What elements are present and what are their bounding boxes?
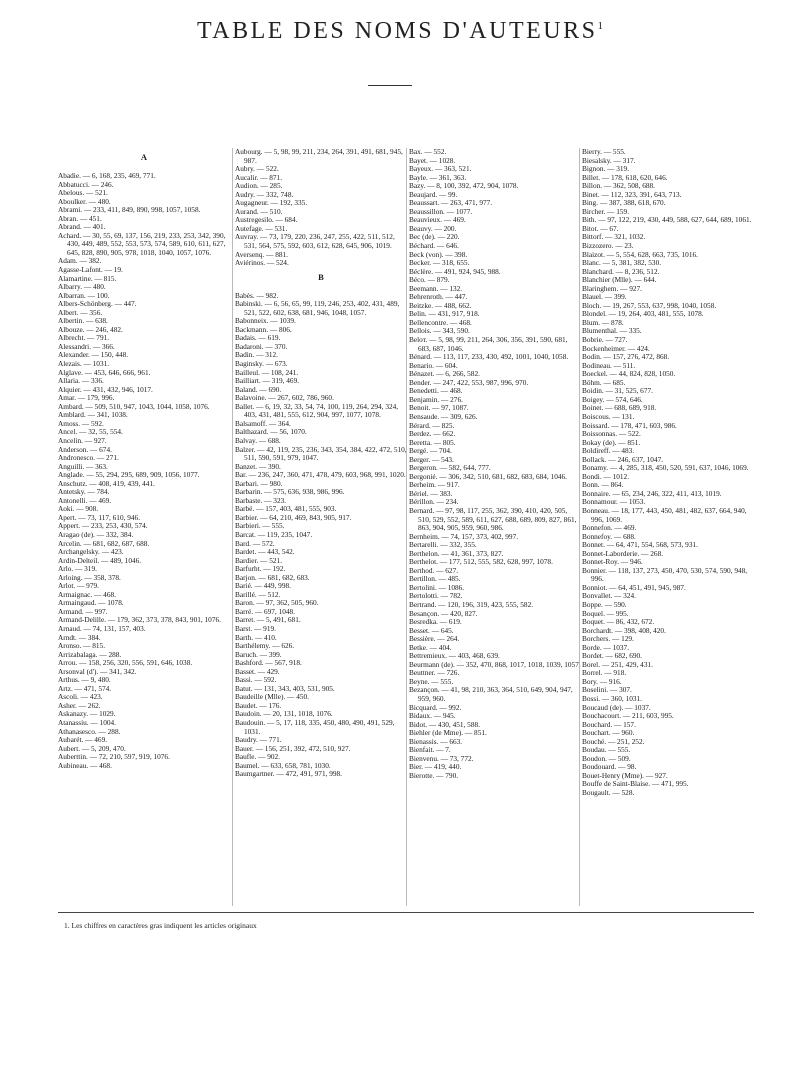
- author-entry: Aurand. — 510.: [235, 206, 283, 216]
- author-entry: Archangelsky. — 423.: [58, 547, 124, 557]
- author-entry: Billet. — 178, 618, 620, 646.: [582, 172, 668, 182]
- author-entry: Bergeron. — 582, 644, 777.: [409, 463, 491, 473]
- author-index: [58, 148, 754, 906]
- author-entry: Auvray. — 73, 179, 220, 236, 247, 255, 422, 511, 512, 531, 564, 575, 592, 603, 612, 628, 645, 906, 1019.: [235, 232, 395, 251]
- author-entry: Barthélemy. — 626.: [235, 641, 295, 651]
- author-entry: Alamartine. — 815.: [58, 273, 117, 283]
- author-entry: Bellencontre. — 468.: [409, 317, 472, 327]
- author-entry: Achard. — 30, 55, 69, 137, 156, 219, 233, 253, 342, 390, 430, 449, 489, 552, 553, 573, 574, 589, 610, 611, 627, 645, 828, 890, 905, 978, 1018, 1040, 1057, 1076.: [58, 230, 226, 257]
- author-entry: Bonneau. — 18, 177, 443, 450, 481, 482, 637, 664, 940, 996, 1069.: [582, 505, 747, 524]
- author-entry: Bax. — 552.: [409, 148, 447, 156]
- author-entry: Barillé. — 512.: [235, 589, 281, 599]
- author-entry: Artz. — 471, 574.: [58, 683, 112, 693]
- author-entry: Basset. — 429.: [235, 666, 280, 676]
- author-entry: Auberttin. — 72, 210, 597, 919, 1076.: [58, 752, 170, 762]
- author-entry: Berdez. — 662.: [409, 429, 456, 439]
- author-entry: Albarran. — 100.: [58, 290, 110, 300]
- author-entry: Aviérinos. — 524.: [235, 258, 289, 268]
- author-entry: Arnaud. — 74, 131, 157, 403.: [58, 623, 146, 633]
- author-entry: Barst. — 919.: [235, 623, 276, 633]
- footnote-marker: 1: [597, 20, 603, 32]
- index-column-2: [235, 148, 407, 906]
- author-entry: Baland. — 690.: [235, 384, 282, 394]
- author-entry: Balsamoff. — 364.: [235, 418, 291, 428]
- author-entry: Alquier. — 431, 432, 946, 1017.: [58, 384, 153, 394]
- author-entry: Bonnefon. — 469.: [582, 523, 637, 533]
- author-entry: Bonnet. — 64, 471, 554, 568, 573, 931.: [582, 540, 698, 550]
- author-entry: Ancelin. — 927.: [58, 435, 107, 445]
- author-entry: Böhm. — 685.: [582, 377, 626, 387]
- author-entry: Bellois. — 343, 590.: [409, 326, 470, 336]
- author-entry: Arsonval (d'). — 341, 342.: [58, 666, 137, 676]
- author-entry: Antonelli. — 469.: [58, 495, 112, 505]
- author-entry: Arcelin. — 681, 682, 687, 688.: [58, 538, 150, 548]
- author-entry: Beaujard. — 99.: [409, 189, 458, 199]
- author-entry: Beretta. — 805.: [409, 437, 456, 447]
- author-entry: Bashford. — 567, 918.: [235, 658, 302, 668]
- author-entry: Aubert. — 5, 209, 470.: [58, 743, 126, 753]
- author-entry: Bec (de). — 220.: [409, 232, 460, 242]
- author-entry: Bazy. — 8, 100, 392, 472, 904, 1078.: [409, 181, 519, 191]
- author-entry: Belin. — 431, 917, 918.: [409, 309, 480, 319]
- author-entry: Bénard. — 113, 117, 233, 430, 492, 1001, 1040, 1058.: [409, 352, 569, 362]
- author-entry: Boinet. — 688, 689, 918.: [582, 403, 657, 413]
- author-entry: Beauvy. — 200.: [409, 223, 457, 233]
- author-entry: Batut. — 131, 343, 403, 531, 905.: [235, 683, 335, 693]
- author-entry: Barret. — 5, 491, 681.: [235, 615, 301, 625]
- author-entry: Bar. — 236, 247, 360, 471, 478, 479, 603, 968, 991, 1020.: [235, 470, 406, 480]
- author-entry: Baron. — 97, 362, 505, 960.: [235, 598, 319, 608]
- author-entry: Bokay (de). — 851.: [582, 437, 641, 447]
- author-entry: Baudry. — 771.: [235, 735, 282, 745]
- author-entry: Barbier. — 64, 210, 469, 843, 905, 917.: [235, 512, 352, 522]
- author-entry: Bezançon. — 41, 98, 210, 363, 364, 510, 649, 904, 947, 959, 960.: [409, 685, 573, 703]
- author-entry: Abrand. — 401.: [58, 222, 106, 232]
- section-letter: A: [140, 152, 148, 162]
- author-entry: Albert. — 356.: [58, 307, 103, 317]
- author-entry: Babinski. — 6, 56, 65, 99, 119, 246, 253, 402, 431, 489, 521, 522, 602, 638, 681, 946, 1048, 1057.: [235, 299, 400, 317]
- author-entry: Benedetti. — 468.: [409, 386, 463, 396]
- author-entry: Blondel. — 19, 264, 403, 481, 555, 1078.: [582, 309, 704, 319]
- author-entry: Besset. — 645.: [409, 625, 454, 635]
- author-entry: Alexander. — 150, 448.: [58, 350, 129, 360]
- author-entry: Baudouin. — 5, 17, 118, 335, 450, 480, 490, 491, 529, 1031.: [235, 718, 395, 736]
- author-entry: Albarry. — 480.: [58, 282, 106, 292]
- author-entry: Arlot. — 979.: [58, 581, 99, 591]
- author-entry: Bénazet. — 6, 266, 582.: [409, 369, 480, 379]
- index-column-3: [409, 148, 581, 906]
- author-entry: Bonvallet. — 324.: [582, 591, 636, 601]
- author-entry: Bonnet-Laborderie. — 268.: [582, 548, 664, 558]
- author-entry: Bory. — 916.: [582, 676, 622, 686]
- author-entry: Blauel. — 399.: [582, 292, 627, 302]
- author-entry: Bensaude. — 309, 626.: [409, 411, 478, 421]
- author-entry: Abadie. — 6, 168, 235, 469, 771.: [58, 171, 156, 180]
- author-entry: Balvay. — 688.: [235, 435, 281, 445]
- author-entry: Anschutz. — 408, 419, 439, 441.: [58, 478, 155, 488]
- author-entry: Adam. — 382.: [58, 256, 102, 266]
- author-entry: Bassi. — 592.: [235, 675, 277, 685]
- author-entry: Bailleul. — 108, 241.: [235, 367, 299, 377]
- author-entry: Albouze. — 246, 482.: [58, 324, 123, 334]
- author-entry: Bouet-Henry (Mme). — 927.: [582, 770, 668, 780]
- author-entry: Ambard. — 509, 510, 947, 1043, 1044, 1058, 1076.: [58, 401, 210, 411]
- author-entry: Borchardt. — 398, 408, 420.: [582, 625, 666, 635]
- author-entry: Bier. — 419, 440.: [409, 762, 462, 772]
- author-entry: Barcat. — 119, 235, 1047.: [235, 529, 313, 539]
- author-entry: Aubry. — 522.: [235, 164, 279, 174]
- author-entry: Bertrand. — 120, 196, 319, 423, 555, 582.: [409, 599, 534, 609]
- author-entry: Badais. — 619.: [235, 333, 281, 343]
- author-entry: Boselini. — 307.: [582, 685, 632, 695]
- author-entry: Bender. — 247, 422, 553, 987, 996, 970.: [409, 377, 529, 387]
- author-entry: Bith. — 97, 122, 219, 430, 449, 588, 627, 644, 689, 1061.: [582, 215, 752, 225]
- author-entry: Bidot. — 430, 451, 588.: [409, 719, 480, 729]
- column-divider: [406, 148, 407, 906]
- author-entry: Bougault. — 528.: [582, 788, 635, 798]
- author-entry: Boucaud (de). — 1037.: [582, 702, 651, 712]
- author-entry: Alezais. — 1031.: [58, 359, 110, 369]
- author-entry: Amar. — 179, 996.: [58, 393, 115, 403]
- author-entry: Bessière. — 264.: [409, 634, 460, 644]
- author-entry: Askanazy. — 1029.: [58, 709, 116, 719]
- author-entry: Béco. — 879.: [409, 275, 450, 285]
- index-column-1: [58, 148, 230, 906]
- author-entry: Bertolotti. — 782.: [409, 591, 463, 601]
- author-entry: Audion. — 285.: [235, 181, 283, 191]
- author-entry: Bouchard. — 157.: [582, 719, 636, 729]
- author-entry: Austregesilo. — 684.: [235, 215, 298, 225]
- author-entry: Barbé. — 157, 403, 481, 555, 903.: [235, 504, 337, 514]
- author-entry: Blanchard. — 8, 236, 512.: [582, 266, 660, 276]
- author-entry: Becker. — 318, 655.: [409, 258, 470, 268]
- author-entry: Baudoin. — 20, 131, 1018, 1076.: [235, 709, 333, 719]
- author-entry: Amoss. — 592.: [58, 418, 104, 428]
- author-entry: Béchard. — 646.: [409, 241, 459, 251]
- column-divider: [579, 148, 580, 906]
- author-entry: Apert. — 73, 117, 610, 946.: [58, 512, 141, 522]
- author-entry: Barjon. — 681, 682, 683.: [235, 572, 310, 582]
- author-entry: Bergé. — 704.: [409, 446, 452, 456]
- author-entry: Atanassiu. — 1004.: [58, 718, 116, 727]
- author-entry: Bodineau. — 511.: [582, 360, 636, 370]
- author-entry: Biesalsky. — 317.: [582, 155, 636, 165]
- page-title-text: TABLE DES NOMS D'AUTEURS: [197, 18, 598, 44]
- author-entry: Ardin-Delteil. — 489, 1046.: [58, 555, 142, 565]
- author-entry: Borrel. — 918.: [582, 668, 627, 678]
- author-entry: Bing. — 387, 388, 618, 670.: [582, 198, 666, 208]
- author-entry: Augagneur. — 192, 335.: [235, 198, 308, 208]
- author-entry: Albertin. — 638.: [58, 316, 108, 326]
- author-entry: Anderson. — 674.: [58, 444, 112, 454]
- author-entry: Bockenheimer. — 424.: [582, 343, 650, 353]
- author-entry: Aoki. — 908.: [58, 504, 99, 514]
- author-entry: Bauer. — 156, 251, 392, 472, 510, 927.: [235, 743, 351, 753]
- author-entry: Boigey. — 574, 646.: [582, 394, 643, 404]
- author-entry: Aubarét. — 469.: [58, 735, 108, 745]
- author-entry: Bertarelli. — 332, 355.: [409, 540, 477, 550]
- column-divider: [232, 148, 233, 906]
- author-entry: Balzer. — 42, 119, 235, 236, 343, 354, 384, 422, 472, 510, 511, 590, 591, 979, 1047.: [235, 444, 407, 463]
- author-entry: Boquet. — 86, 432, 672.: [582, 617, 655, 627]
- author-entry: Barth. — 410.: [235, 632, 277, 642]
- author-entry: Amblard. — 341, 1038.: [58, 410, 128, 420]
- author-entry: Besançon. — 420, 827.: [409, 608, 478, 618]
- author-entry: Borde. — 1037.: [582, 642, 630, 652]
- author-entry: Aronso. — 815.: [58, 641, 106, 651]
- author-entry: Aubineau. — 468.: [58, 760, 112, 770]
- author-entry: Bignon. — 319.: [582, 164, 630, 174]
- title-rule: [368, 85, 412, 86]
- author-entry: Arrou. — 158, 256, 320, 556, 591, 646, 1038.: [58, 658, 193, 668]
- author-entry: Abran. — 451.: [58, 213, 102, 223]
- author-entry: Bossi. — 360, 1031.: [582, 694, 643, 703]
- author-entry: Baumel. — 633, 658, 781, 1030.: [235, 760, 331, 770]
- author-entry: Borel. — 251, 429, 431.: [582, 659, 653, 669]
- author-entry: Agasse-Lafont. — 19.: [58, 265, 123, 275]
- author-entry: Besredka. — 619.: [409, 617, 462, 627]
- author-entry: Bouffe de Saint-Blaise. — 471, 995.: [582, 779, 689, 789]
- author-entry: Bonniot. — 64, 451, 491, 945, 987.: [582, 582, 686, 592]
- author-entry: Boidin. — 31, 525, 677.: [582, 386, 653, 396]
- author-entry: Beauvieux. — 469.: [409, 215, 466, 225]
- author-entry: Boudau. — 555.: [582, 745, 631, 755]
- author-entry: Athanasesco. — 288.: [58, 726, 121, 736]
- index-column-4: [582, 148, 754, 906]
- author-entry: Barié. — 449, 998.: [235, 581, 291, 591]
- author-entry: Bienvenu. — 73, 772.: [409, 753, 474, 763]
- author-entry: Balthazard. — 56, 1070.: [235, 427, 307, 437]
- author-entry: Boeckel. — 44, 824, 828, 1050.: [582, 369, 676, 379]
- author-entry: Beaussillon. — 1077.: [409, 206, 473, 216]
- author-entry: Badaroni. — 370.: [235, 341, 288, 351]
- author-entry: Arthus. — 9, 480.: [58, 675, 111, 685]
- author-entry: Berheim. — 917.: [409, 480, 460, 490]
- author-entry: Baginsky. — 673.: [235, 359, 288, 369]
- author-entry: Asher. — 262.: [58, 700, 101, 710]
- author-entry: Berthod. — 627.: [409, 565, 459, 575]
- author-entry: Boppe. — 590.: [582, 599, 627, 609]
- author-entry: Boiscous. — 131.: [582, 411, 635, 421]
- author-entry: Blanchier (Mlle). — 644.: [582, 275, 657, 285]
- page-title: [0, 18, 800, 45]
- author-entry: Boldireff. — 483.: [582, 446, 635, 456]
- author-entry: Autefage. — 531.: [235, 223, 288, 233]
- author-entry: Bloch. — 19, 267, 553, 637, 998, 1040, 1058.: [582, 300, 717, 310]
- author-entry: Baudeille (Mlle). — 450.: [235, 692, 309, 702]
- author-entry: Anguilli. — 363.: [58, 461, 108, 471]
- author-entry: Beitzke. — 488, 662.: [409, 300, 472, 310]
- author-entry: Bertolini. — 1086.: [409, 582, 465, 592]
- author-entry: Bertillon. — 485.: [409, 574, 461, 584]
- author-entry: Beyne. — 555.: [409, 676, 454, 686]
- author-entry: Bizzozero. — 23.: [582, 241, 634, 251]
- author-entry: Aubourg. — 5, 98, 99, 211, 234, 264, 391, 491, 681, 945, 987.: [235, 148, 403, 165]
- author-entry: Blaringhem. — 927.: [582, 283, 642, 293]
- author-entry: Bonamy. — 4, 285, 318, 450, 520, 591, 637, 1046, 1069.: [582, 463, 749, 473]
- author-entry: Arloing. — 358, 378.: [58, 572, 121, 582]
- author-entry: Arrizabalaga. — 288.: [58, 649, 122, 659]
- author-entry: Aucalir. — 871.: [235, 172, 283, 182]
- author-entry: Bidaux. — 945.: [409, 711, 456, 721]
- author-entry: Barbari. — 980.: [235, 478, 283, 488]
- author-entry: Bierotte. — 790.: [409, 770, 459, 780]
- author-entry: Arlo. — 319.: [58, 564, 97, 574]
- author-entry: Albers-Schönberg. — 447.: [58, 299, 137, 309]
- author-entry: Betke. — 404.: [409, 642, 452, 652]
- author-entry: Ballet. — 6, 19, 32, 33, 54, 74, 100, 119, 264, 294, 324, 403, 431, 481, 555, 612, 904, 997, 1077, 1078.: [235, 401, 399, 420]
- author-entry: Abbatucci. — 246.: [58, 179, 114, 189]
- author-entry: Bonnier. — 118, 137, 273, 450, 470, 530, 574, 590, 948, 996.: [582, 565, 748, 584]
- author-entry: Baumgartner. — 472, 491, 971, 998.: [235, 769, 343, 779]
- author-entry: Bircher. — 159.: [582, 206, 630, 216]
- author-entry: Bodin. — 157, 276, 472, 868.: [582, 352, 670, 362]
- author-entry: Andronesco. — 271.: [58, 453, 119, 463]
- author-entry: Bienassis. — 663.: [409, 736, 463, 746]
- author-entry: Bayet. — 1028.: [409, 155, 456, 165]
- author-entry: Albrecht. — 791.: [58, 333, 110, 343]
- author-entry: Berger. — 543.: [409, 454, 454, 464]
- author-entry: Armand-Delille. — 179, 362, 373, 378, 843, 901, 1076.: [58, 615, 221, 625]
- author-entry: Blaizot. — 5, 554, 628, 663, 735, 1016.: [582, 249, 698, 259]
- author-entry: Berthelot. — 177, 512, 555, 582, 628, 997, 1078.: [409, 557, 553, 567]
- author-entry: Antetsky. — 784.: [58, 487, 110, 497]
- author-entry: Bayle. — 361, 363.: [409, 172, 467, 182]
- author-entry: Boissard. — 178, 471, 603, 986.: [582, 420, 677, 430]
- author-entry: Badin. — 312.: [235, 350, 278, 360]
- author-entry: Bicquard. — 992.: [409, 702, 462, 712]
- author-entry: Beurmann (de). — 352, 470, 868, 1017, 1018, 1039, 1057.: [409, 659, 581, 669]
- author-entry: Beaussart. — 263, 471, 977.: [409, 198, 493, 208]
- author-entry: Bittorf. — 321, 1032.: [582, 232, 646, 242]
- author-entry: Banzet. — 390.: [235, 461, 281, 471]
- author-entry: Bondi. — 1012.: [582, 471, 630, 481]
- author-entry: Bernard. — 97, 98, 117, 255, 362, 390, 410, 420, 505, 510, 529, 552, 589, 611, 627, 688, 689, 809, 827, 861, 863, 904, 905, 959, 960, 986.: [409, 505, 577, 533]
- author-entry: Bettremieux. — 403, 468, 639.: [409, 651, 500, 661]
- author-entry: Bonnefoy. — 688.: [582, 531, 636, 541]
- author-entry: Beemann. — 132.: [409, 283, 463, 293]
- author-entry: Aboulker. — 480.: [58, 196, 111, 206]
- author-entry: Béclère. — 491, 924, 945, 988.: [409, 266, 501, 276]
- author-entry: Arndt. — 384.: [58, 632, 101, 642]
- author-entry: Beuttner. — 726.: [409, 668, 460, 678]
- author-entry: Bobrie. — 727.: [582, 335, 628, 345]
- author-entry: Boudon. — 509.: [582, 753, 631, 763]
- author-entry: Billon. — 362, 508, 688.: [582, 181, 655, 191]
- author-entry: Bonnamour. — 1053.: [582, 497, 646, 507]
- author-entry: Bernheim. — 74, 157, 373, 402, 997.: [409, 531, 519, 541]
- author-entry: Baruch. — 399.: [235, 649, 282, 659]
- author-entry: Bériel. — 383.: [409, 488, 453, 498]
- author-entry: Balavoine. — 267, 602, 786, 960.: [235, 393, 334, 403]
- author-entry: Bayeux. — 363, 521.: [409, 164, 472, 174]
- author-entry: Benoit. — 97, 1087.: [409, 403, 469, 413]
- author-entry: Bouchacourt. — 211, 603, 995.: [582, 711, 674, 721]
- author-entry: Armaingaud. — 1078.: [58, 598, 124, 608]
- author-entry: Boquel. — 995.: [582, 608, 629, 618]
- author-entry: Ancel. — 32, 55, 554.: [58, 427, 123, 437]
- author-entry: Barbieri. — 555.: [235, 521, 285, 531]
- author-entry: Abrami. — 233, 411, 849, 890, 998, 1057, 1058.: [58, 205, 201, 215]
- footnote-rule: [58, 912, 754, 913]
- author-entry: Bérillon. — 234.: [409, 497, 459, 507]
- author-entry: Bonn. — 864.: [582, 480, 624, 490]
- author-entry: Bouché. — 251, 252.: [582, 736, 645, 746]
- author-entry: Armand. — 997.: [58, 606, 108, 616]
- author-entry: Bollack. — 246, 637, 1047.: [582, 454, 664, 464]
- author-entry: Barbaste. — 323.: [235, 495, 287, 505]
- author-entry: Abelous. — 521.: [58, 188, 108, 198]
- author-entry: Bérard. — 825.: [409, 420, 455, 430]
- author-entry: Audry. — 332, 748.: [235, 189, 294, 199]
- author-entry: Baufle. — 902.: [235, 752, 280, 762]
- author-entry: Benario. — 604.: [409, 360, 458, 370]
- author-entry: Boissonnas. — 522.: [582, 429, 641, 439]
- author-entry: Appert. — 233, 253, 430, 574.: [58, 521, 148, 531]
- author-entry: Bergonié. — 306, 342, 510, 681, 682, 683, 684, 1046.: [409, 471, 567, 481]
- author-entry: Alglave. — 453, 646, 666, 961.: [58, 367, 151, 377]
- author-entry: Bardier. — 521.: [235, 555, 283, 565]
- author-entry: Ascoli. — 423.: [58, 692, 103, 702]
- author-entry: Blanc. — 5, 381, 382, 530.: [582, 258, 662, 268]
- author-entry: Aversenq. — 881.: [235, 249, 288, 259]
- author-entry: Aragao (de). — 332, 384.: [58, 529, 134, 539]
- author-entry: Berthelon. — 41, 361, 373, 827.: [409, 548, 504, 558]
- author-entry: Bonnet-Roy. — 946.: [582, 557, 643, 567]
- author-entry: Bard. — 572.: [235, 538, 275, 548]
- author-entry: Biehler (de Mme). — 851.: [409, 728, 487, 738]
- author-entry: Babonneix. — 1039.: [235, 316, 296, 326]
- author-entry: Bitot. — 67.: [582, 223, 619, 233]
- author-entry: Allaria. — 336.: [58, 376, 104, 386]
- author-entry: Boudouard. — 98.: [582, 762, 637, 772]
- author-entry: Barbarin. — 575, 636, 938, 986, 996.: [235, 487, 345, 497]
- author-entry: Blumenthal. — 335.: [582, 326, 642, 336]
- author-entry: Beloт. — 5, 98, 99, 211, 264, 306, 356, 391, 590, 681, 683, 687, 1046.: [409, 335, 568, 353]
- author-entry: Alessandri. — 366.: [58, 341, 115, 351]
- author-entry: Anglade. — 55, 294, 295, 689, 909, 1056, 1077.: [58, 470, 200, 480]
- author-entry: Bonnaire. — 65, 234, 246, 322, 411, 413, 1019.: [582, 488, 722, 498]
- author-entry: Bienfait. — 7.: [409, 745, 451, 755]
- footnote: 1. Les chiffres en caractères gras indiquent les articles originaux: [64, 921, 257, 930]
- author-entry: Benjamin. — 276.: [409, 394, 463, 404]
- author-entry: Baudet. — 176.: [235, 700, 282, 710]
- section-letter: B: [318, 271, 324, 282]
- author-entry: Bordet. — 682, 690.: [582, 651, 642, 661]
- author-entry: Borchers. — 129.: [582, 634, 634, 644]
- author-entry: Bailliart. — 319, 469.: [235, 376, 300, 386]
- author-entry: Barré. — 697, 1048.: [235, 606, 295, 616]
- author-entry: Bierry. — 555.: [582, 148, 626, 156]
- author-entry: Bardet. — 443, 542.: [235, 547, 295, 557]
- author-entry: Barfurht. — 192.: [235, 564, 286, 574]
- author-entry: Armaignac. — 468.: [58, 589, 116, 599]
- author-entry: Backmann. — 806.: [235, 324, 292, 334]
- author-entry: Babès. — 982.: [235, 290, 279, 300]
- author-entry: Beck (von). — 398.: [409, 249, 468, 259]
- author-entry: Behrenroth. — 447.: [409, 292, 468, 302]
- author-entry: Binet. — 112, 323, 391, 643, 713.: [582, 189, 682, 199]
- author-entry: Blum. — 878.: [582, 317, 624, 327]
- author-entry: Bouchart. — 960.: [582, 728, 635, 738]
